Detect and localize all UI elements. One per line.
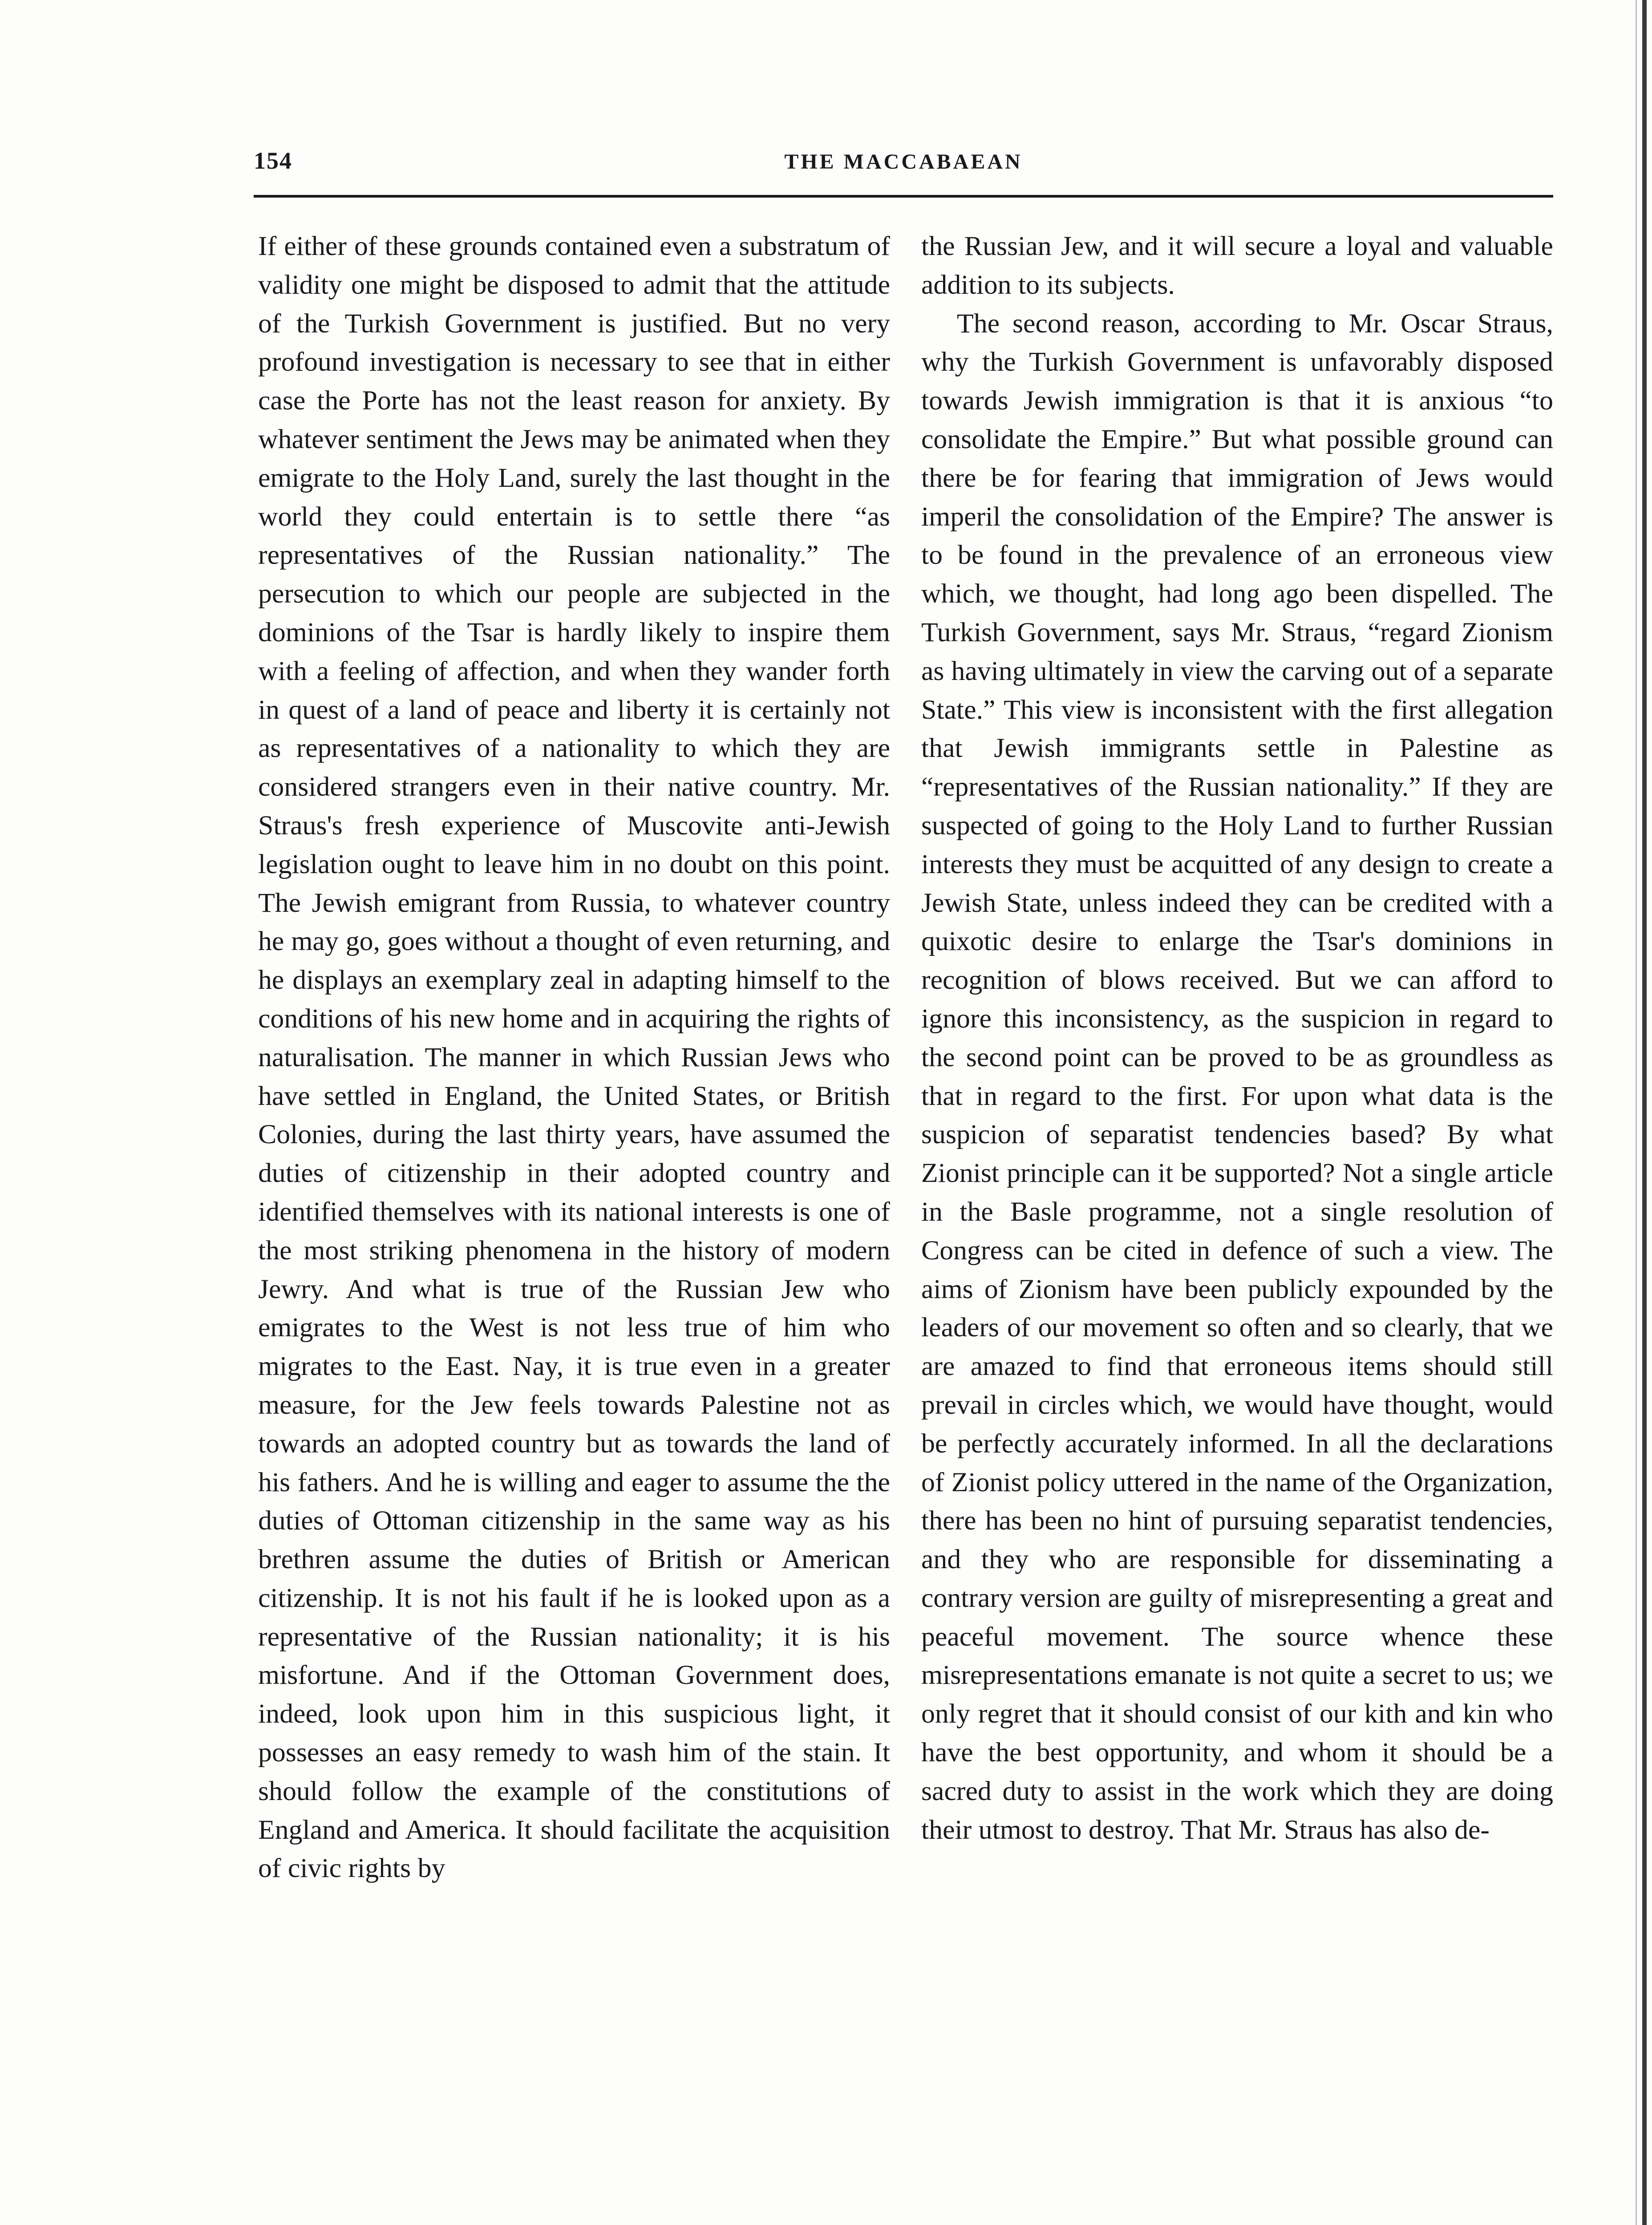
right-paragraph-2: The second reason, according to Mr. Oscar Straus, why the Turkish Government is unfavorably disposed towards Jewish immigration is that it is anxious “to consolidate the Empire.” But what possible ground can there be for fearing that immigration of Jews would imperil the consolidation of the Empire? The answer is to be found in the prevalence of an erroneous view which, we thought, had long ago been dispelled. The Turkish Government, says Mr. Straus, “regard Zionism as having ultimately in view the carving out of a separate State.” This view is inconsistent with the first allegation that Jewish immigrants settle in Palestine as “representatives of the Russian nationality.” If they are suspected of going to the Holy Land to further Russian interests they must be acquitted of any design to create a Jewish State, unless indeed they can be credited with a quixotic desire to enlarge the Tsar's dominions in recognition of blows received. But we can afford to ignore this inconsistency, as the suspicion in regard to the second point can be proved to be as groundless as that in regard to the first. For upon what data is the suspicion of separatist tendencies based? By what Zionist principle can it be supported? Not a single article in the Basle programme, not a single resolution of Congress can be cited in defence of such a view. The aims of Zionism have been publicly expounded by the leaders of our movement so often and so clearly, that we are amazed to find that erroneous items should still prevail in circles which, we would have thought, would be perfectly accurately informed. In all the declarations of Zionist policy uttered in the name of the Organization, there has been no hint of pursuing separatist tendencies, and they who are responsible for disseminating a contrary version are guilty of misrepresenting a great and peaceful movement. The source whence these misrepresentations emanate is not quite a secret to us; we only regret that it should consist of our kith and kin who have the best opportunity, and whom it should be a sacred duty to assist in the work which they are doing their utmost to destroy. That Mr. Straus has also de- xyxy=(921,308,1553,1845)
right-column xyxy=(921,227,1553,1849)
article-body xyxy=(254,227,1553,2225)
page-number: 154 xyxy=(254,147,292,174)
left-paragraph-1: If either of these grounds contained even a substratum of validity one might be disposed to admit that the attitude of the Turkish Government is justified. But no very profound investigation is necessary to see that in either case the Porte has not the least reason for anxiety. By whatever sentiment the Jews may be animated when they emigrate to the Holy Land, surely the last thought in the world they could entertain is to settle there “as representatives of the Russian nationality.” The persecution to which our people are subjected in the dominions of the Tsar is hardly likely to inspire them with a feeling of affection, and when they wander forth in quest of a land of peace and liberty it is certainly not as representatives of a nationality to which they are considered strangers even in their native country. Mr. Straus's fresh experience of Muscovite anti-Jewish legislation ought to leave him in no doubt on this point. The Jewish emigrant from Russia, to whatever country he may go, goes without a thought of even returning, and he displays an exemplary zeal in adapting himself to the conditions of his new home and in acquiring the rights of naturalisation. The manner in which Russian Jews who have settled in England, the United States, or British Colonies, during the last thirty years, have assumed the duties of citizenship in their adopted country and identified themselves with its national interests is one of the most striking phenomena in the history of modern Jewry. And what is true of the Russian Jew who emigrates to the West is not less true of him who migrates to the East. Nay, it is true even in a greater measure, for the Jew feels towards Palestine not as towards an adopted country but as towards the land of his fathers. And he is willing and eager to assume the the duties of Ottoman citizenship in the same way as his brethren assume the duties of British or American citizenship. It is not his fault if he is looked upon as a representative of the Russian nationality; it is his misfortune. And if the Ottoman Government does, indeed, look upon him in this suspicious light, it possesses an easy remedy to wash him of the stain. It should follow the example of the constitutions of England and America. It should facilitate the acquisition of civic rights by xyxy=(258,231,890,1884)
page-header xyxy=(254,147,1553,187)
header-rule xyxy=(254,195,1553,198)
scan-edge-line xyxy=(1636,0,1637,2225)
left-column xyxy=(258,227,890,1888)
scan-edge-shadow xyxy=(1642,0,1647,2225)
right-paragraph-1: the Russian Jew, and it will secure a loyal and valuable addition to its subjects. xyxy=(921,231,1553,300)
running-title: THE MACCABAEAN xyxy=(784,150,1023,174)
